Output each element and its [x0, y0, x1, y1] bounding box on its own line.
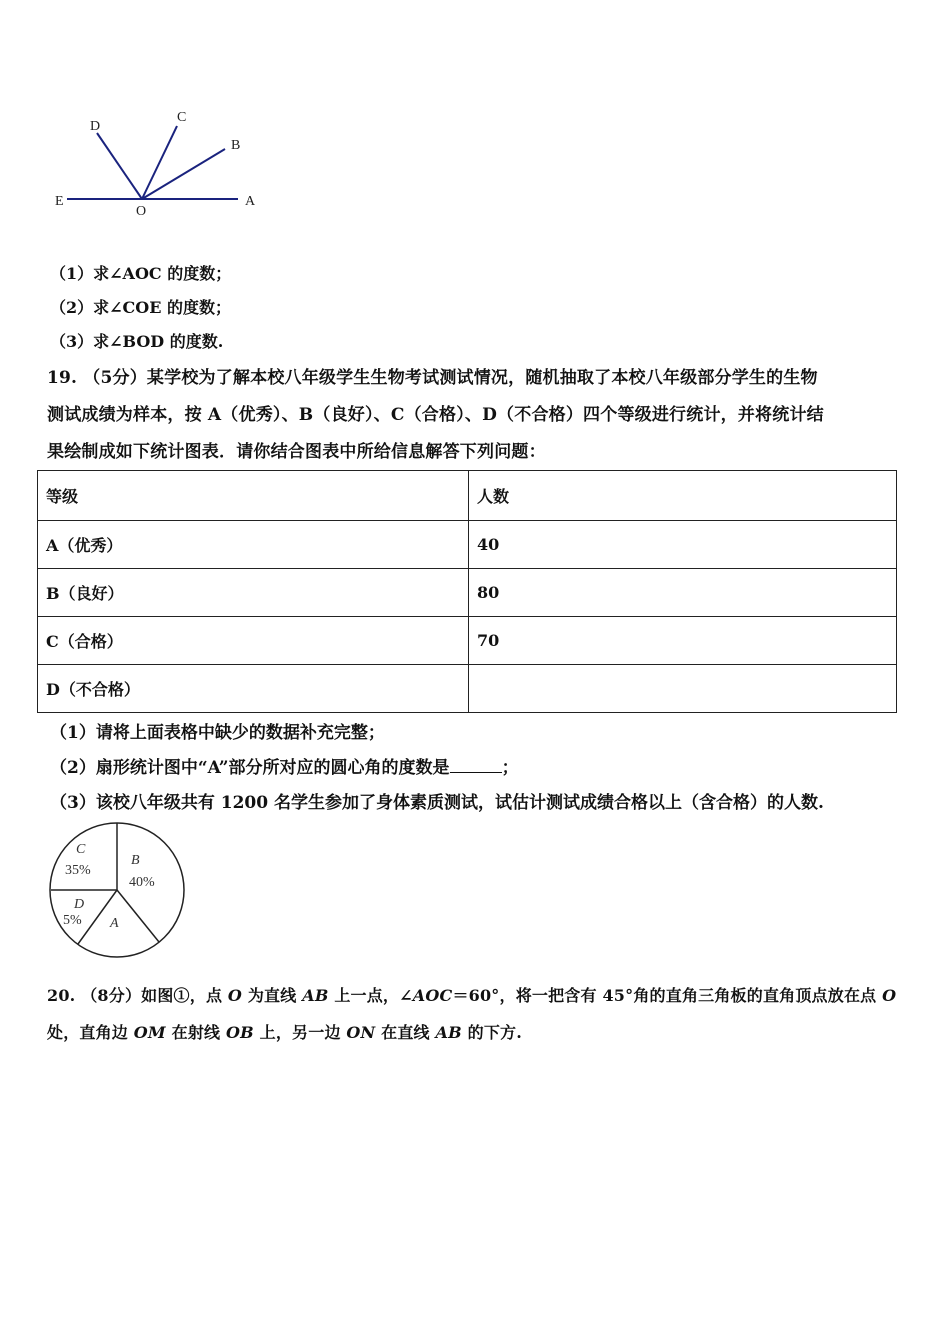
q20-text: 上一点，∠ [328, 986, 413, 1005]
q20-text: ＝60°，将一把含有 45°角的直角三角板的直角顶点放在点 [452, 986, 883, 1005]
q19-line-3: 果绘制成如下统计图表．请你结合图表中所给信息解答下列问题： [47, 442, 546, 462]
q20-text: 处，直角边 [47, 1023, 134, 1042]
q20-line-2 [47, 1020, 522, 1043]
q19-line-2: 测试成绩为样本，按 A（优秀）、B（良好）、C（合格）、D（不合格）四个等级进行统计，并将统计结 [47, 405, 824, 425]
answer-blank[interactable] [450, 758, 502, 773]
q20-var: ON [346, 1023, 376, 1042]
q20-var: AOC [412, 986, 453, 1005]
grade-table [37, 470, 897, 713]
cell-grade: D（不合格） [38, 665, 469, 713]
q20-var: OM [133, 1023, 166, 1042]
q20-var: AB [435, 1023, 462, 1042]
pie-chart [45, 818, 190, 963]
cell-grade: A（优秀） [38, 521, 469, 569]
q20-var: O [882, 986, 897, 1005]
header-grade: 等级 [38, 471, 469, 521]
q20-text: 上，另一边 [253, 1023, 347, 1042]
table-header-row [38, 471, 897, 521]
cell-count: 40 [469, 521, 897, 569]
q20-line-1 [47, 983, 896, 1006]
pie-value-C: 35% [65, 863, 91, 878]
q19-part-2 [50, 753, 519, 778]
ray-OD [97, 133, 142, 199]
label-D: D [90, 119, 101, 134]
cell-count: 80 [469, 569, 897, 617]
q20-var: AB [302, 986, 329, 1005]
q19-part-3: （3）该校八年级共有 1200 名学生参加了身体素质测试，试估计测试成绩合格以上（含合格）的人数. [50, 793, 824, 813]
table-row [38, 665, 897, 713]
cell-count: 70 [469, 617, 897, 665]
pie-label-A: A [110, 916, 119, 931]
pie-value-B: 40% [129, 875, 155, 890]
q20-text: 在直线 [375, 1023, 436, 1042]
pie-value-D: 5% [63, 913, 82, 928]
table-row [38, 617, 897, 665]
q20-text: 在射线 [165, 1023, 226, 1042]
pie-label-D: D [74, 897, 85, 912]
q20-text: 20. （8分）如图①，点 [47, 986, 228, 1005]
table-row [38, 569, 897, 617]
q19-line-1: 19. （5分）某学校为了解本校八年级学生生物考试测试情况，随机抽取了本校八年级部分学生的生物 [47, 368, 818, 388]
pie-label-C: C [76, 842, 86, 857]
cell-grade: B（良好） [38, 569, 469, 617]
q19-part-2-end: ； [501, 758, 519, 778]
q20-var: O [227, 986, 243, 1005]
label-A: A [245, 194, 256, 209]
cell-count [469, 665, 897, 713]
label-C: C [177, 110, 187, 125]
q18-part-1: （1）求∠AOC 的度数； [50, 264, 232, 283]
q20-text: 的下方. [461, 1023, 523, 1042]
label-E: E [55, 194, 64, 209]
table-row [38, 521, 897, 569]
q19-part-2-text: （2）扇形统计图中“A”部分所对应的圆心角的度数是 [50, 758, 450, 778]
q19-part-1: （1）请将上面表格中缺少的数据补充完整； [50, 723, 385, 743]
q18-part-2: （2）求∠COE 的度数； [50, 298, 231, 317]
cell-grade: C（合格） [38, 617, 469, 665]
pie-label-B: B [131, 853, 140, 868]
q20-text: 为直线 [242, 986, 303, 1005]
q20-var: OB [226, 1023, 254, 1042]
q18-part-3: （3）求∠BOD 的度数. [50, 332, 224, 351]
label-B: B [231, 138, 241, 153]
label-O: O [136, 204, 147, 219]
angle-figure [50, 105, 270, 225]
header-count: 人数 [469, 471, 897, 521]
